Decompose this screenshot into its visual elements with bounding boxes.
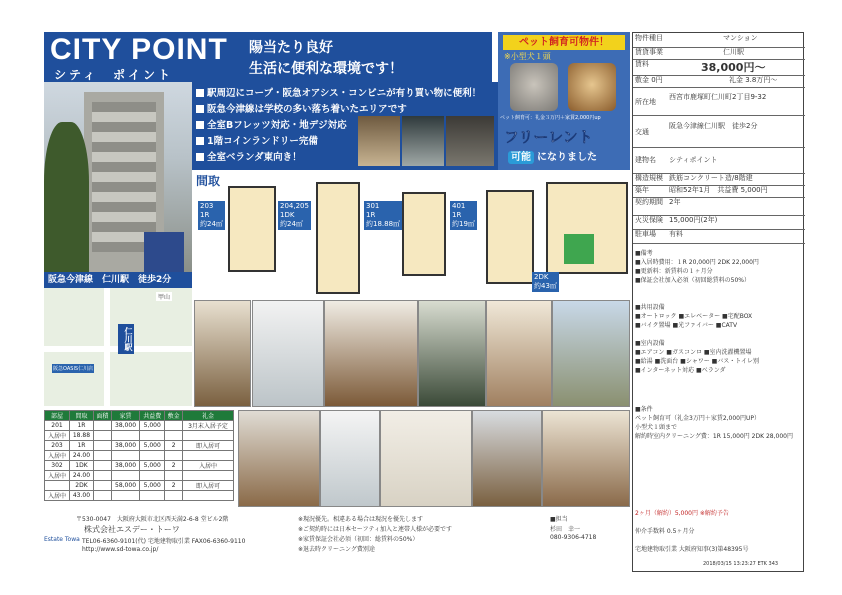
unit-label: 301 1R 約18.88㎡ <box>366 202 401 228</box>
catch-copy-1: 陽当たり良好 <box>249 40 333 56</box>
floorplan-heading: 間取 <box>196 174 221 188</box>
entrance-photo <box>402 116 444 166</box>
company-name: 株式会社エスデー・トーワ <box>84 525 180 534</box>
table-row: 302 1DK 38,000 5,000 2 入居中 <box>45 461 234 471</box>
feature-item: 全室Bフレッツ対応・地デジ対応 <box>196 117 347 131</box>
table-row: 2DK 58,000 5,000 2 即入居可 <box>45 481 234 491</box>
unit-label: 2DK 約43㎡ <box>534 273 557 290</box>
washroom-photo <box>320 410 380 507</box>
park-marker: 甲山 <box>158 294 171 301</box>
disclaimer: ※現況優先。相違ある場合は現況を優先します <box>298 516 424 523</box>
table-row: 入居中 24.00 <box>45 451 234 461</box>
catch-copy-2: 生活に便利な環境です！ <box>249 61 403 77</box>
floorplan-301 <box>402 192 446 276</box>
brand-logo: Estate Towa <box>44 536 80 543</box>
table-header-row: 部屋 間取 面積 家賃 共益費 敷金 礼金 <box>45 411 234 421</box>
property-details: 物件種目 マンション 賃貸事業 仁川駅 賃料 38,000円〜 敷金 0円 礼金 3.8万円〜 所在地 西宮市鹿塚町仁川町2丁目9-32 交通 阪急今津線仁川駅 徒歩2分 建物名 シティポイント 構造規模 鉄筋コンクリート造/8階建 築年 昭和52年1月 共益費 5,000円 契約期間 2年 火災保険 15,000円(2年) 駐車場 有料 ■備考 ■入居時費用：１R 20,000円 2DK 22,000円 ■更新料：新賃料の１ヶ月分 ■保証会社加入必須（初回総賃料の50%） ■共用設備 ■オートロック ■エレベーター ■宅配BOX ■バイク置場 ■光ファイバー ■CATV ■室内設備 ■エアコン ■ガスコンロ ■室内洗濯機置場 ■給湯 ■洗面台 ■シャワー ■バス・トイレ別 ■インターネット対応 ■ベランダ ■条件 ペット飼育可（礼金3万円＋家賃2,000円UP） 小型犬１頭まで 解約時室内クリーニング費：1R 15,000円 2DK 28,000円 2ヶ月（解約）5,000円 ※解約予告 仲介手数料 0.5ヶ月分 宅地建物取引業 大阪府知事(3)第48395号 2018/03/15 13:23:27 ETK 343 <box>632 32 804 572</box>
corridor-photo <box>418 300 486 407</box>
company-address: 〒530-0047 大阪府大阪市北区西天満2-6-8 堂ビル2階 <box>76 516 229 523</box>
feature-item: 駅周辺にコープ・阪急オアシス・コンビニが有り買い物に便利！ <box>196 85 481 99</box>
interior-photo <box>358 116 400 166</box>
building-photo <box>44 82 192 272</box>
disclaimer: ※家賃保証会社必須（初回：総賃料の50%） <box>298 536 419 543</box>
contact-label: ■担当 <box>550 516 568 523</box>
floorplan-2dk <box>546 182 628 274</box>
room-photo <box>542 410 630 507</box>
feature-item: 全室ベランダ東向き！ <box>196 149 302 163</box>
unit-label: 203 1R 約24㎡ <box>200 202 223 228</box>
unit-label: 401 1R 約19㎡ <box>452 202 475 228</box>
kitchen-photo <box>486 300 552 407</box>
table-row: 入居中 18.88 <box>45 431 234 441</box>
balcony-photo <box>552 300 630 407</box>
bath-photo <box>380 410 472 507</box>
table-row: 201 1R 38,000 5,000 3月末入居予定 <box>45 421 234 431</box>
pet-sub: ※小型犬１頭 <box>504 52 551 61</box>
contact-name: 杉田 幸一 <box>550 526 581 533</box>
living-photo <box>324 300 418 407</box>
floorplan-401 <box>486 190 534 284</box>
table-row: 203 1R 38,000 5,000 2 即入居可 <box>45 441 234 451</box>
unit-label: 204,205 1DK 約24㎡ <box>280 202 309 228</box>
station-access: 阪急今津線 仁川駅 徒歩2分 <box>44 272 192 288</box>
free-rent-box <box>498 122 630 170</box>
window-photo <box>472 410 542 507</box>
disclaimer: ※ご契約時には日本セーフティ加入と連帯人様が必要です <box>298 526 453 533</box>
feature-item: 阪急今津線は学校の多い落ち着いたエリアです <box>196 101 407 115</box>
company-url: http://www.sd-towa.co.jp/ <box>82 546 159 553</box>
area-map <box>44 288 192 406</box>
pet-banner: ペット飼育可物件！ <box>503 35 625 50</box>
title-banner <box>44 32 492 82</box>
hall-photo <box>446 116 494 166</box>
free-rent-sub: 可能 になりました <box>508 148 600 163</box>
room-photo <box>194 300 251 407</box>
pet-box <box>498 32 630 122</box>
free-rent-title: フリーレント <box>504 128 593 146</box>
print-stamp: 2018/03/15 13:23:27 ETK 343 <box>703 561 779 567</box>
station-marker: 仁川駅 <box>118 324 134 354</box>
bathroom-photo <box>252 300 324 407</box>
building-name-kana: シティ ポイント <box>54 68 174 82</box>
contact-tel: 080-9306-4718 <box>550 534 597 541</box>
room-photo <box>238 410 320 507</box>
units-table <box>44 410 234 510</box>
pet-note: ペット飼育可：礼金３万円＋家賃2,000円up <box>500 115 601 121</box>
cat-photo <box>510 63 558 111</box>
floorplan-204 <box>316 182 360 294</box>
feature-item: 1階コインランドリー完備 <box>196 133 318 147</box>
table-row: 入居中 43.00 <box>45 491 234 501</box>
shop-marker: 阪急OASIS仁川店 <box>53 366 94 372</box>
table-row: 入居中 24.00 <box>45 471 234 481</box>
disclaimer: ※退去時クリーニング費別途 <box>298 546 375 553</box>
dog-photo <box>568 63 616 111</box>
building-name-en: CITY POINT <box>50 33 228 66</box>
floorplan-203 <box>228 186 276 272</box>
rent-value: 38,000円〜 <box>701 61 766 74</box>
company-tel: TEL06-6360-9101(代) 宅地建物取引業 FAX06-6360-9110 <box>82 538 246 545</box>
